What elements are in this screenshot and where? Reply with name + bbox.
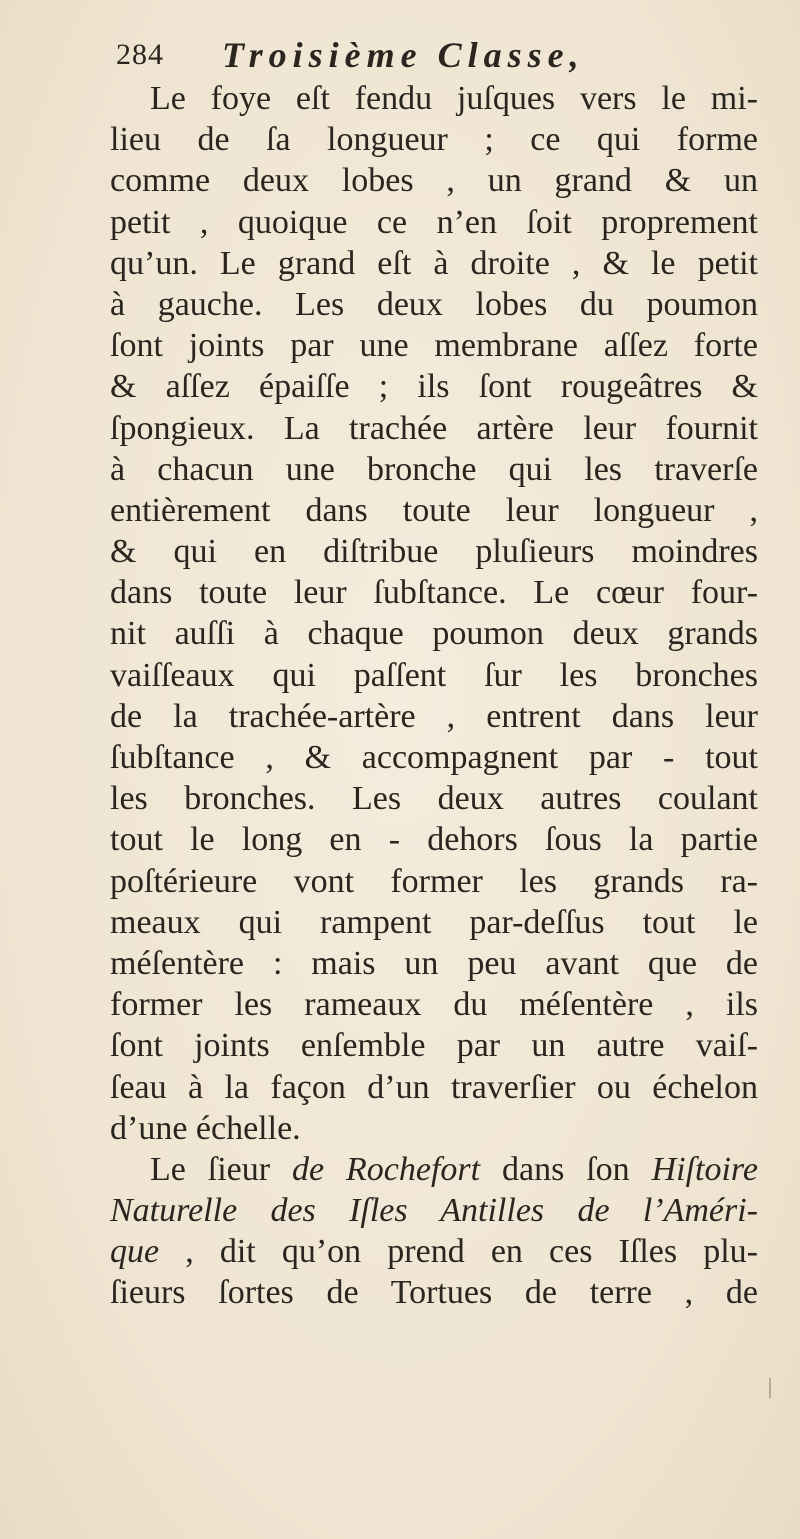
text-line (110, 1231, 758, 1272)
text-run: dans ſon (480, 1150, 652, 1188)
text-line: poſtérieure vont former les grands ra- (110, 862, 758, 900)
text-line: ſont joints enſemble par un autre vaiſ- (110, 1027, 758, 1065)
author-name: de Rochefort (292, 1150, 481, 1188)
text-line (110, 1190, 758, 1231)
text-line: & qui en diſtribue pluſieurs moindres (110, 533, 758, 571)
text-line (110, 1149, 758, 1190)
text-line: comme deux lobes , un grand & un (110, 162, 758, 200)
text-line: entièrement dans toute leur longueur , (110, 491, 758, 529)
text-run: Le ſieur (150, 1150, 292, 1188)
text-line: tout le long en - dehors ſous la partie (110, 821, 758, 859)
text-line: vaiſſeaux qui paſſent ſur les bronches (110, 656, 758, 694)
text-line: ſont joints par une membrane aſſez forte (110, 327, 758, 365)
running-head: Troisième Classe, (222, 35, 585, 75)
paper-speck (769, 1378, 771, 1398)
text-line: les bronches. Les deux autres coulant (110, 780, 758, 818)
text-line: & aſſez épaiſſe ; ils ſont rougeâtres & (110, 368, 758, 406)
text-line: qu’un. Le grand eſt à droite , & le petit (110, 244, 758, 282)
text-line: à chacun une bronche qui les traverſe (110, 450, 758, 488)
text-line: ſeau à la façon d’un traverſier ou échelon (110, 1068, 758, 1106)
text-line: à gauche. Les deux lobes du poumon (110, 285, 758, 323)
page-header (0, 0, 800, 80)
text-line: méſentère : mais un peu avant que de (110, 944, 758, 982)
text-line: de la trachée-artère , entrent dans leur (110, 697, 758, 735)
text-line: nit auſſi à chaque poumon deux grands (110, 615, 758, 653)
body-text (110, 78, 758, 1314)
book-title: Naturelle des Iſles Antilles de l’Améri- (110, 1192, 758, 1230)
text-line: meaux qui rampent par-deſſus tout le (110, 903, 758, 941)
book-title: que (110, 1233, 160, 1271)
text-line: d’une échelle. (110, 1109, 301, 1147)
text-line: ſieurs ſortes de Tortues de terre , de (110, 1274, 758, 1312)
book-title: Hiſtoire (651, 1150, 758, 1188)
text-line: lieu de ſa longueur ; ce qui forme (110, 121, 758, 159)
text-line: ſubſtance , & accompagnent par - tout (110, 739, 758, 776)
text-line: ſpongieux. La trachée artère leur fournit (110, 409, 758, 447)
page-number: 284 (116, 38, 164, 71)
text-line: dans toute leur ſubſtance. Le cœur four- (110, 574, 758, 612)
text-line: petit , quoique ce n’en ſoit proprement (110, 203, 758, 241)
text-line: former les rameaux du méſentère , ils (110, 986, 758, 1024)
text-line: Le foye eſt fendu juſques vers le mi- (150, 80, 758, 117)
text-run: , dit qu’on prend en ces Iſles plu- (159, 1233, 758, 1271)
